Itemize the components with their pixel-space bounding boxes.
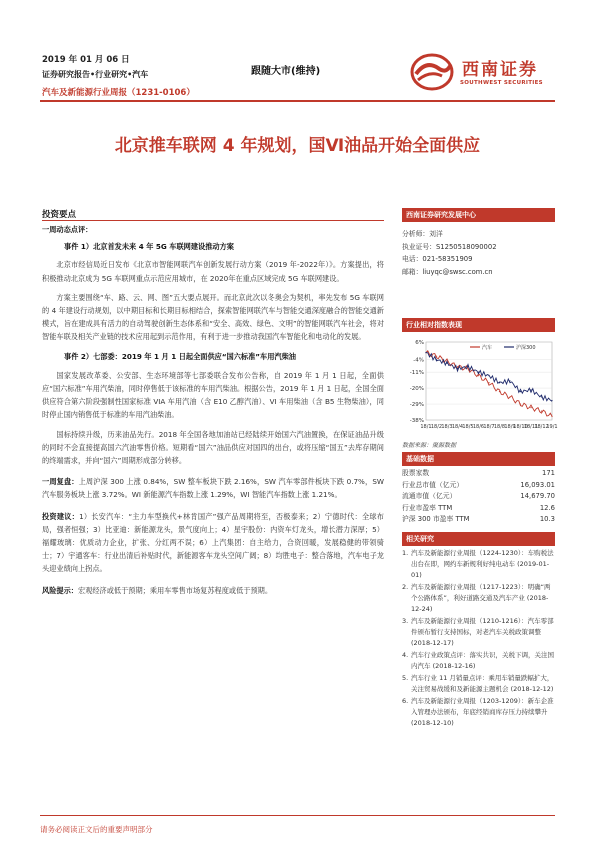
- footer-disclaimer[interactable]: 请务必阅读正文后的重要声明部分: [40, 825, 153, 834]
- basic-data-row: [402, 468, 555, 480]
- basic-data-value: 12.6: [539, 503, 555, 512]
- data-point: [436, 359, 437, 360]
- advice-paragraph: [42, 510, 384, 576]
- series-line-0: [426, 351, 552, 416]
- y-tick-label: -38%: [409, 418, 424, 424]
- event2-paragraph-2: 国标持续升级，历来油品先行。2018 年全国各地加油站已经陆续开始国六汽油置换，在保证油品升级的同时不会直接提高国六汽油零售价格。短期看“国六”油品供应对国四的出台，或将压缩“国五”去库存期间的终端需求，并向“国六”周期形成部分转移。: [42, 429, 384, 466]
- data-point: [457, 368, 458, 369]
- x-tick-label: 18/1: [420, 424, 432, 430]
- advice-label: 投资建议：: [42, 511, 80, 521]
- y-tick-label: -4%: [413, 357, 424, 364]
- x-tick-label: 18/5: [462, 424, 474, 430]
- chart-source: 数据来源：聚源数据: [402, 442, 457, 449]
- report-number: 2.: [402, 583, 409, 591]
- recap-text: 上周沪深 300 上涨 0.84%，SW 整车板块下跌 2.16%，SW 汽车零部件板块下跌 0.7%，SW 汽车服务板块上涨 3.72%。WI 新能源汽车指数上涨 1.29%，WI 智能汽车指数上涨 1.21%。: [42, 477, 384, 500]
- x-tick-label: 18/10: [513, 424, 528, 430]
- data-point: [488, 382, 489, 383]
- basic-data-label: 沪深 300 市盈率 TTM: [402, 515, 470, 523]
- risk-label: 风险提示：: [42, 585, 78, 595]
- data-point: [488, 375, 489, 376]
- basic-data-row: [402, 503, 555, 515]
- basic-data-value: 16,093.01: [520, 480, 555, 489]
- week-review-heading: 一周动态点评：: [42, 225, 93, 234]
- x-tick-label: 19/1: [546, 424, 558, 430]
- event2-title: 事件 2）七部委：2019 年 1 月 1 日起全面供应“国六标准”车用汽柴油: [64, 351, 296, 361]
- event2-paragraph: 国家发展改革委、公安部、生态环境部等七部委联合发布公告称，自 2019 年 1 月 1 日起，全面供应“国六标准”车用汽柴油，同时停售低于该标准的车用汽柴油。根据公告，2019 年 1 月 1 日起，全国全面供应符合第六阶段强制性国家标准 VIA 车用汽油（含 E10 乙醇汽油）、VI 车用柴油（含 B5 生物柴油），同时停止国内销售低于标准的车用汽油柴油。: [42, 370, 384, 420]
- report-title: 汽车行业 11 月销量点评：乘用车销量跌幅扩大，关注贸易战缓和及新能源主题机会 (2018-12-12): [411, 674, 554, 693]
- report-date: 2019 年 01 月 06 日: [42, 55, 130, 65]
- data-point: [551, 400, 552, 401]
- section-heading: 投资要点: [42, 210, 77, 220]
- section-divider: [42, 220, 384, 221]
- legend-label: 汽车: [482, 345, 493, 351]
- related-report-item[interactable]: [402, 548, 555, 581]
- analyst-phone: 电话：021-58351909: [402, 255, 473, 263]
- data-point: [499, 391, 500, 392]
- x-tick-label: 18/11: [523, 424, 539, 430]
- data-point: [467, 368, 468, 369]
- report-number: 6.: [402, 697, 409, 705]
- data-point: [509, 380, 510, 381]
- event1-title: 事件 1）北京首发未来 4 年 5G 车联网建设推动方案: [64, 242, 234, 252]
- logo-text: 西南证券: [462, 60, 538, 80]
- x-tick-label: 18/2: [430, 424, 443, 430]
- data-point: [499, 382, 500, 383]
- legend-label: 沪深300: [516, 345, 536, 351]
- risk-paragraph: [42, 584, 384, 597]
- analyst-license: 执业证号：S1250518090002: [402, 242, 497, 251]
- y-tick-label: -11%: [409, 370, 424, 377]
- analyst-info: [402, 228, 555, 278]
- data-point: [478, 372, 479, 373]
- report-title: 汽车及新能源行业周报（1224-1230）：车购税法出台在即，网约车新规利好纯电动车 (2019-01-01): [411, 549, 554, 579]
- footer-divider: [40, 815, 555, 816]
- related-report-item[interactable]: [402, 582, 555, 615]
- basic-data-table: [402, 468, 555, 526]
- rating: 跟随大市(维持): [251, 66, 321, 77]
- report-number: 3.: [402, 617, 409, 625]
- related-report-item[interactable]: [402, 673, 555, 695]
- report-title: 汽车及新能源行业周报（1210-1216）：汽车零部件颁布暂行支持国标，对老汽车关税政策调整 (2018-12-17): [411, 617, 554, 647]
- recap-paragraph: [42, 475, 384, 501]
- x-tick-label: 18/3: [441, 424, 453, 430]
- x-tick-label: 18/8: [493, 424, 506, 430]
- basic-data-label: 流通市值（亿元）: [402, 492, 457, 500]
- report-number: 4.: [402, 651, 409, 659]
- data-point: [446, 363, 447, 364]
- related-research-title: 相关研究: [402, 532, 555, 546]
- basic-data-row: [402, 480, 555, 492]
- x-tick-label: 18/12: [534, 424, 549, 430]
- data-point: [467, 366, 468, 367]
- basic-data-row: [402, 491, 555, 503]
- y-tick-label: 6%: [415, 340, 424, 346]
- header-divider: [40, 100, 555, 102]
- logo-mark-icon: [408, 52, 456, 92]
- research-center-title: 西南证券研究发展中心: [402, 208, 555, 222]
- data-point: [457, 366, 458, 367]
- recap-label: 一周复盘：: [42, 477, 79, 487]
- event1-paragraph: 北京市经信局近日发布《北京市智能网联汽车创新发展行动方案（2019 年-2022年）》。方案提出，将积极推动北京成为 5G 车联网重点示范应用城市，在 2020年在重点区域完成 5G 车联网建设。: [42, 260, 384, 283]
- x-tick-label: 18/7: [483, 424, 495, 430]
- basic-data-label: 股票家数: [402, 469, 430, 477]
- report-number: 5.: [402, 674, 409, 682]
- data-point: [478, 375, 479, 376]
- basic-data-value: 171: [542, 469, 555, 477]
- index-chart: [402, 336, 558, 436]
- page-title: 北京推车联网 4 年规划，国Ⅵ油品开始全面供应: [114, 136, 481, 156]
- basic-data-label: 行业市盈率 TTM: [402, 503, 453, 512]
- data-point: [541, 411, 542, 412]
- data-point: [530, 389, 531, 390]
- risk-text: 宏观经济或低于预期；乘用车零售市场复苏程度或低于预期。: [77, 585, 273, 595]
- report-title: 汽车及新能源行业周报（1217-1223）：明确“两个公路体系”，利好道路交通及汽车产业 (2018-12-24): [411, 583, 551, 613]
- index-chart-title: 行业相对指数表现: [402, 318, 555, 332]
- related-report-item[interactable]: [402, 616, 555, 649]
- x-tick-label: 18/9: [504, 424, 516, 430]
- analyst-email: 邮箱：liuyqc@swsc.com.cn: [402, 267, 493, 276]
- main-content: [42, 223, 384, 597]
- basic-data-value: 14,679.70: [520, 492, 555, 500]
- advice-text: 1）长安汽车：“主力车型换代+林肯国产”强产品周期将至，否极泰来；2）宁德时代：全球布局，强者恒强；3）比亚迪：新能源龙头，景气度向上；4）星宇股份：内资车灯龙头，增长潜力深厚；5）福耀玻璃：优质动力企业，扩张、分红两不误；6）上汽集团：自主给力，合资回暖，发展稳健的带领骑士；7）宇通客车：行业出清后补贴时代，新能源客车龙头空间广阔；8）均胜电子：整合落地，汽车电子龙头迎业绩向上拐点。: [42, 511, 384, 574]
- data-point: [436, 356, 437, 357]
- related-report-item[interactable]: [402, 650, 555, 672]
- y-tick-label: -20%: [409, 386, 424, 393]
- data-point: [551, 416, 552, 417]
- related-research-list: [402, 548, 555, 730]
- related-report-item[interactable]: [402, 696, 555, 729]
- basic-data-value: 10.3: [539, 515, 555, 523]
- basic-data-label: 行业总市值（亿元）: [402, 480, 464, 489]
- data-point: [520, 403, 521, 404]
- data-point: [509, 396, 510, 397]
- data-point: [520, 391, 521, 392]
- x-tick-label: 18/6: [472, 424, 485, 430]
- y-tick-label: -29%: [409, 402, 424, 409]
- data-point: [425, 352, 426, 353]
- report-type: 证券研究报告•行业研究•汽车: [42, 70, 149, 79]
- report-title: 汽车行业政策点评：落实共识，关税下调，关注国内汽车 (2018-12-16): [411, 651, 554, 670]
- data-point: [541, 396, 542, 397]
- x-tick-label: 18/4: [451, 424, 464, 430]
- weekly-title: 汽车及新能源行业周报（1231-0106）: [42, 88, 195, 98]
- logo-text-en: SOUTHWEST SECURITIES: [460, 80, 543, 86]
- data-point: [530, 407, 531, 408]
- basic-data-title: 基础数据: [402, 452, 555, 466]
- event1-paragraph-2: 方案主要围绕“车、路、云、网、图”五大要点展开。而北京此次以冬奥会为契机，率先发布 5G 车联网的 4 年建设行动规划，以中期目标和长期目标相结合，探索智能网联汽车与智能交通深度融合的智能交通新模式，旨在建成具有活力的自动驾驶创新生态体系和“安全、高效、绿色、文明”的智能网联汽车社会，将对智能车联及相关产业链的技术应用起到示范作用，有利于进一步推动我国汽车智能化和电动化的发展。: [42, 292, 384, 342]
- basic-data-row: [402, 514, 555, 526]
- report-title: 汽车及新能源行业周报（1203-1209）：新车企准入管理办法颁布，年底经销商库存压力持续攀升 (2018-12-10): [411, 697, 554, 727]
- report-number: 1.: [402, 549, 409, 557]
- analyst-name: 分析师：刘洋: [402, 230, 443, 238]
